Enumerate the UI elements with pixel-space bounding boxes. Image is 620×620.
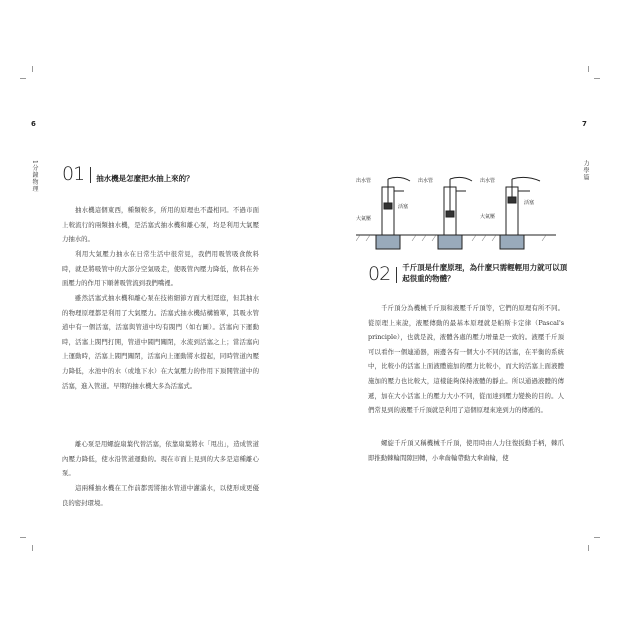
section-divider xyxy=(90,167,91,183)
section-heading-01 xyxy=(62,165,194,184)
crop-mark xyxy=(594,78,600,79)
section-title xyxy=(402,262,567,284)
paragraph: 利用大氣壓力抽水在日常生活中很常見，我們用吸管吸食飲料時，就是將吸管中的大部分空氣吸走，使吸管內壓力降低，飲料在外面壓力的作用下順著吸管流到我們嘴裡。 xyxy=(62,250,259,288)
section-number: 01 xyxy=(62,163,85,185)
crop-mark xyxy=(588,545,589,551)
crop-mark xyxy=(588,66,589,72)
section-number: 02 xyxy=(368,263,391,285)
section-heading-02 xyxy=(368,262,567,284)
pump-1 xyxy=(376,177,410,249)
figure-label-outlet: 出水管 xyxy=(356,178,372,184)
page-number-right: 7 xyxy=(582,120,587,128)
paragraph: 離心泵是用螺旋扇葉代替活塞，依靠扇葉將水「甩出」，造成管道內壓力降低，使水沿管道運動的。現在市面上見到的大多是這種離心泵。 xyxy=(62,440,259,478)
crop-mark xyxy=(32,545,33,551)
crop-mark xyxy=(32,66,33,72)
figure-label-outlet: 出水管 xyxy=(418,178,434,184)
figure-label-outlet: 出水管 xyxy=(480,178,496,184)
section-title-line: 千斤頂是什麼原理，為什麼只需輕輕用力就可以頂 xyxy=(402,263,568,272)
figure-label-piston: 活塞 xyxy=(524,200,535,206)
paragraph: 雖然活塞式抽水機和離心泵在技術細節方面大相逕庭，但其抽水的物理原理都是利用了大氣壓力。活塞式抽水機結構簡單，其吸水管道中有一個活塞，活塞與管道中均有閥門（如右圖）。活塞向下運動時，活塞上閥門打開，管道中閥門關閉，水流到活塞之上；當活塞向上運動時，活塞上閥門關閉，活塞向上運動將水提起，同時管道內壓力降低，水池中的水（或地下水）在大氣壓力的作用下頂開管道中的活塞，進入管道。早期的抽水機大多為活塞式。 xyxy=(62,294,259,390)
crop-mark xyxy=(20,78,26,79)
chapter-side-label: 1分鐘物理 xyxy=(31,160,38,193)
paragraph: 千斤頂分為機械千斤頂和液壓千斤頂等，它們的原理有所不同。從原理上來說，液壓傳動的最基本原理就是帕斯卡定律（Pascal's principle），也就是說，液體各處的壓力增量是一致的。液壓千斤頂可以看作一個連通器，兩邊各有一個大小不同的活塞，在平衡的系統中，比較小的活塞上面液體施加的壓力比較小，而大的活塞上面液體施加的壓力也比較大，這樣能夠保持液體的靜止。所以通過液體的傳遞，加在大小活塞上的壓力大小不同，從而達到壓力變換的目的。人們常見到的液壓千斤頂就是利用了這個原理來達到力的傳遞的。 xyxy=(368,304,564,415)
section-title-line: 起很重的物體？ xyxy=(402,274,455,283)
section-divider xyxy=(396,267,397,283)
chapter-side-label: 力學篇 xyxy=(582,160,589,181)
figure-label-atmosphere: 大氣壓 xyxy=(480,214,496,220)
pump-diagram-figure xyxy=(356,173,556,253)
crop-mark xyxy=(20,537,26,538)
paragraph: 這兩種抽水機在工作前都需將抽水管道中灌滿水，以使形成更優良的密封環境。 xyxy=(62,484,259,507)
paragraph: 螺旋千斤頂又稱機械千斤頂，使用時由人力往復扳動手柄，棘爪即推動棘輪間隙回轉，小傘齒輪帶動大傘齒輪，使 xyxy=(368,439,564,462)
figure-label-atmosphere: 大氣壓 xyxy=(356,216,372,222)
section-title: 抽水機是怎麼把水抽上來的？ xyxy=(96,174,194,183)
paragraph: 抽水機這個東西，種類較多，所用的原理也不盡相同。不過市面上較流行的兩類抽水機，是活塞式抽水機和離心泵，均是利用大氣壓力抽水的。 xyxy=(62,206,259,244)
pump-2 xyxy=(438,177,472,249)
page-number-left: 6 xyxy=(31,120,36,128)
figure-label-piston: 活塞 xyxy=(398,204,409,210)
pump-diagram xyxy=(356,173,556,253)
crop-mark xyxy=(594,537,600,538)
pump-3 xyxy=(500,177,540,249)
